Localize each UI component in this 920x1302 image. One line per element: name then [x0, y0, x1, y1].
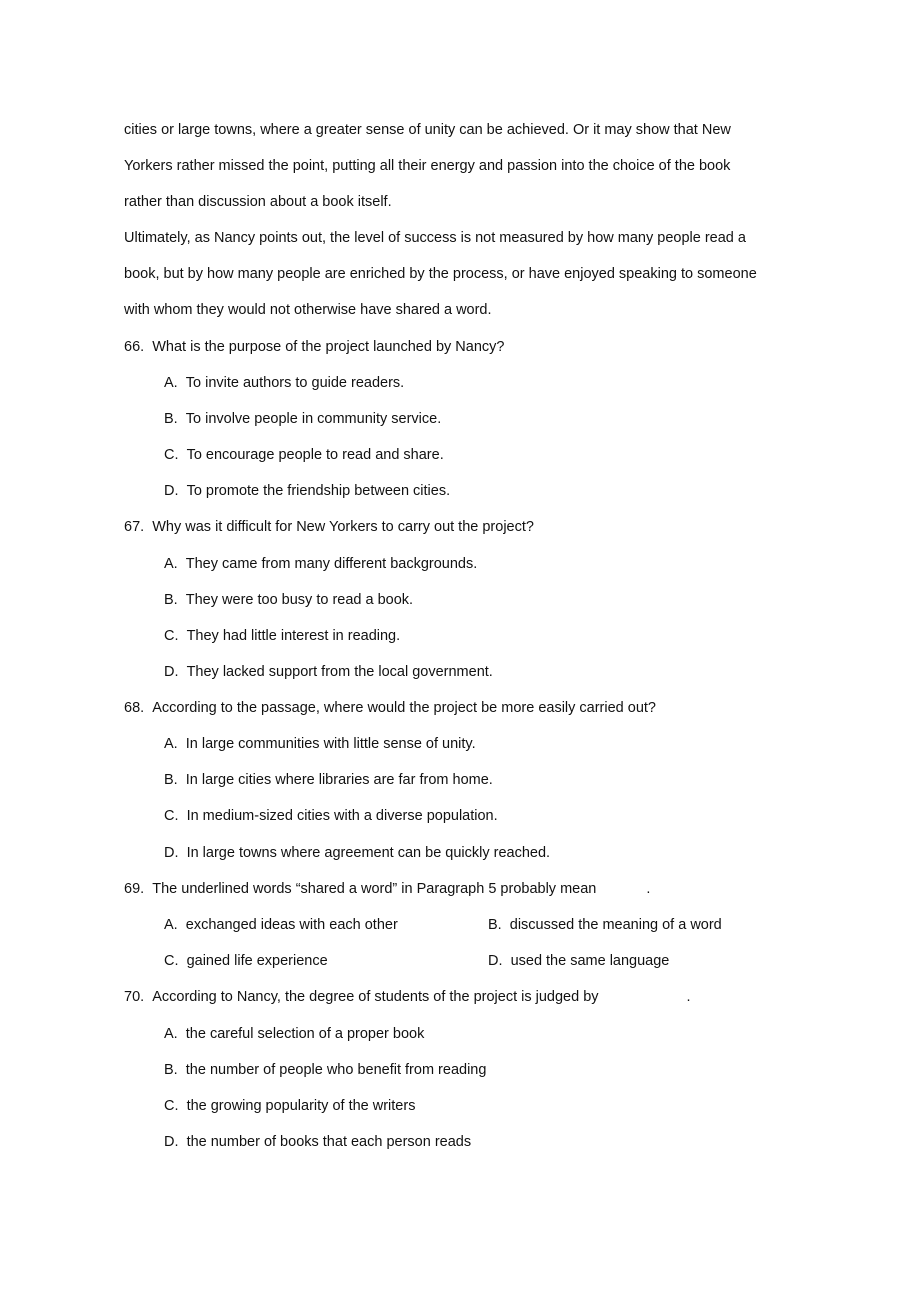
question-number: 68. — [124, 700, 145, 716]
question-67 — [124, 517, 534, 537]
option-67-a: A. They came from many different backgrounds. — [164, 556, 478, 572]
option-68-b: B. In large cities where libraries are far from home. — [164, 772, 493, 788]
option-69-b: B. discussed the meaning of a word — [488, 917, 722, 933]
passage-line: Ultimately, as Nancy points out, the level of success is not measured by how many people read a — [124, 230, 746, 246]
question-68 — [124, 698, 656, 718]
option-69-a: A. exchanged ideas with each other — [164, 917, 398, 933]
question-end: . — [646, 881, 651, 897]
question-69 — [124, 879, 650, 899]
question-number: 67. — [124, 519, 145, 535]
passage-line: book, but by how many people are enriched by the process, or have enjoyed speaking to someone — [124, 266, 757, 282]
question-70 — [124, 987, 691, 1007]
option-66-a: A. To invite authors to guide readers. — [164, 375, 405, 391]
question-stem: According to the passage, where would the project be more easily carried out? — [152, 700, 656, 716]
option-70-a: A. the careful selection of a proper book — [164, 1026, 425, 1042]
option-67-c: C. They had little interest in reading. — [164, 628, 401, 644]
option-67-b: B. They were too busy to read a book. — [164, 592, 414, 608]
option-68-a: A. In large communities with little sense of unity. — [164, 736, 476, 752]
option-66-c: C. To encourage people to read and share. — [164, 447, 444, 463]
option-70-b: B. the number of people who benefit from reading — [164, 1062, 487, 1078]
question-stem: The underlined words “shared a word” in Paragraph 5 probably mean — [152, 881, 597, 897]
question-end: . — [686, 989, 691, 1005]
passage-line: rather than discussion about a book itself. — [124, 194, 392, 210]
question-stem: What is the purpose of the project launched by Nancy? — [152, 339, 505, 355]
question-66 — [124, 337, 504, 357]
option-69-c: C. gained life experience — [164, 953, 328, 969]
option-68-c: C. In medium-sized cities with a diverse population. — [164, 808, 498, 824]
option-66-b: B. To involve people in community service. — [164, 411, 442, 427]
passage-line: with whom they would not otherwise have shared a word. — [124, 302, 492, 318]
option-69-d: D. used the same language — [488, 953, 670, 969]
question-number: 70. — [124, 989, 145, 1005]
question-stem: According to Nancy, the degree of students of the project is judged by — [152, 989, 599, 1005]
option-68-d: D. In large towns where agreement can be quickly reached. — [164, 845, 551, 861]
option-70-c: C. the growing popularity of the writers — [164, 1098, 416, 1114]
option-67-d: D. They lacked support from the local government. — [164, 664, 493, 680]
question-number: 69. — [124, 881, 145, 897]
option-70-d: D. the number of books that each person reads — [164, 1134, 472, 1150]
question-stem: Why was it difficult for New Yorkers to carry out the project? — [152, 519, 534, 535]
passage-line: Yorkers rather missed the point, putting all their energy and passion into the choice of the book — [124, 158, 731, 174]
passage-line: cities or large towns, where a greater sense of unity can be achieved. Or it may show that New — [124, 122, 731, 138]
question-number: 66. — [124, 339, 145, 355]
option-66-d: D. To promote the friendship between cities. — [164, 483, 451, 499]
